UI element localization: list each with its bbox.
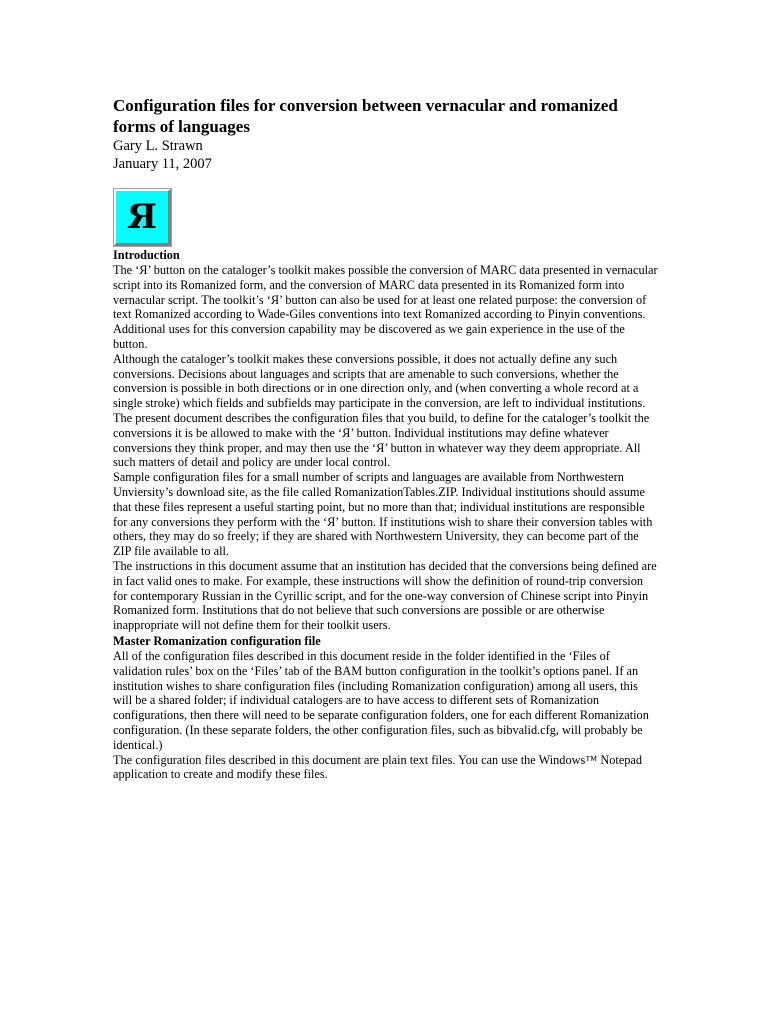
document-author: Gary L. Strawn [113,138,203,154]
document-date: January 11, 2007 [113,156,212,172]
master-paragraph-2: The configuration files described in this document are plain text files. You can use the Windows™ Notepad application to create and modify these files. [113,752,643,782]
intro-paragraph-3: Sample configuration files for a small number of scripts and languages are available from Northwestern Unviersity’s download site, as the file called RomanizationTables.ZIP. Individual institutions should assume that these files represent a useful starting point, but no more than that; individual institutions are responsible for any conversions they perform with the ‘Я’ button. If institutions wish to share their conversion tables with others, they may do so freely; if they are shared with Northwestern University, they can become part of the ZIP file available to all. [113,470,653,559]
master-paragraph-1: All of the configuration files described in this document reside in the folder identified in the ‘Files of validation rules’ box on the ‘Files’ tab of the BAM button configuration in the toolkit’s options panel. If an institution wishes to share configuration files (including Romanization configuration) among all users, this will be a shared folder; if individual catalogers are to have access to different sets of Romanization configurations, then there will need to be separate configuration folders, one for each different Romanization configuration. (In these separate folders, the other configuration files, such as bibvalid.cfg, will probably be identical.) [113,648,649,752]
section-heading-introduction: Introduction [113,248,180,262]
logo-glyph: Я [127,197,157,237]
toolkit-ya-button-image [114,189,172,247]
intro-paragraph-1: The ‘Я’ button on the cataloger’s toolkit makes possible the conversion of MARC data presented in vernacular script into its Romanized form, and the conversion of MARC data presented in its Romanized form into vernacular script. The toolkit’s ‘Я’ button can also be used for at least one related purpose: the conversion of text Romanized according to Wade-Giles conventions into text Romanized according to Pinyin conventions. Additional uses for this conversion capability may be discovered as we gain experience in the use of the button. [113,263,658,351]
section-heading-master-romanization: Master Romanization configuration file [113,633,321,648]
intro-paragraph-4: The instructions in this document assume that an institution has decided that the conversions being defined are in fact valid ones to make. For example, these instructions will show the definition of round-trip conversion for contemporary Russian in the Cyrillic script, and for the one-way conversion of Chinese script into Pinyin Romanized form. Institutions that do not believe that such conversions are possible or are otherwise inappropriate will not define them for their toolkit users. [113,558,657,633]
document-title: Configuration files for conversion between vernacular and romanized forms of languages [113,96,618,136]
document-page [113,95,658,782]
intro-paragraph-2: Although the cataloger’s toolkit makes these conversions possible, it does not actually define any such conversions. Decisions about languages and scripts that are amenable to such conversions, whether the conversion is possible in both directions or in one direction only, and (when converting a whole record at a single stroke) which fields and subfields may participate in the conversion, are left to individual institutions. The present document describes the configuration files that you build, to define for the cataloger’s toolkit the conversions it is be allowed to make with the ‘Я’ button. Individual institutions may define whatever conversions they think proper, and may then use the ‘Я’ button in whatever way they deem appropriate. All such matters of detail and policy are under local control. [113,351,650,470]
cyrillic-ya-button-icon [114,189,171,246]
